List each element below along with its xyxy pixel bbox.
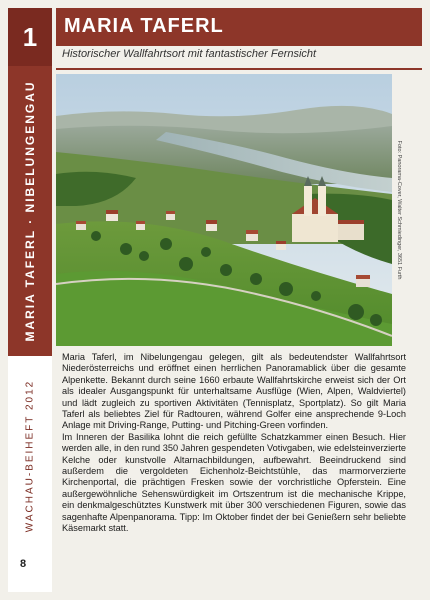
sidebar-region-label-box [8,66,52,356]
chapter-number: 1 [22,21,38,52]
sidebar-region-label: MARIA TAFERL · NIBELUNGENGAU [23,80,37,342]
body-paragraph-2: Im Inneren der Basilika lohnt die reich gefüllte Schatzkammer einen Besuch. Hier werden alle, in den rund 350 Jahren gespendeten Votivgaben, wie edelsteinverzierte Kelche oder kunstvolle Altarnachbildungen, aufbewahrt. Beeindruckend sind außerdem die vergoldeten Eichenholz-Beichtstühle, das marmorverzierte Kirchenportal, die prächtigen Fresken sowie der vorchristliche Opferstein. Eine außergewöhnliche Sehenswürdigkeit im Ortszentrum ist die mechanische Krippe, ein denkmalgeschütztes Kunstwerk mit über 300 verschiedenen Figuren, sowie das sagenhafte Alpenpanorama. Tipp: Im Oktober findet der bei Genießern sehr beliebte Käsemarkt statt. [62,431,406,534]
sidebar-publication-label: WACHAU-BEIHEFT 2012 [24,379,36,533]
header-divider [56,68,422,70]
aerial-landscape-photo [56,74,392,346]
photo-credit [392,74,406,346]
page-subtitle: Historischer Wallfahrtsort mit fantastischer Fernsicht [62,48,317,60]
body-paragraph-1: Maria Taferl, im Nibelungengau gelegen, gilt als bedeutendster Wallfahrtsort Niederösterreichs und eröffnet einen herrlichen Panoramablick über die gesamte Alpenkette. Bekannt durch seine 1660 erbaute Wallfahrtskirche erweist sich der Ort als idealer Ausgangspunkt für unterhaltsame Ausflüge (Wien, Alpen, Waldviertel) und lädt zugleich zu sportiven Aktivitäten (Tennisplatz, Sportplatz). So gilt Maria Taferl als beliebtes Ziel für Radtouren, während Golfer eine ansprechende 9-Loch Anlage mit Driving-Range, Putting- und Pitching-Green vorfinden. [62,352,406,431]
title-bar [56,8,422,46]
photo-credit-text: Foto: Panorama-Cover, Walter Schmiedinger, 3651 Furth [396,140,402,280]
page-title: MARIA TAFERL [64,15,224,37]
article-body [62,352,406,535]
page-number: 8 [20,558,27,570]
chapter-number-box [8,8,52,66]
sidebar-publication-box [8,356,52,556]
